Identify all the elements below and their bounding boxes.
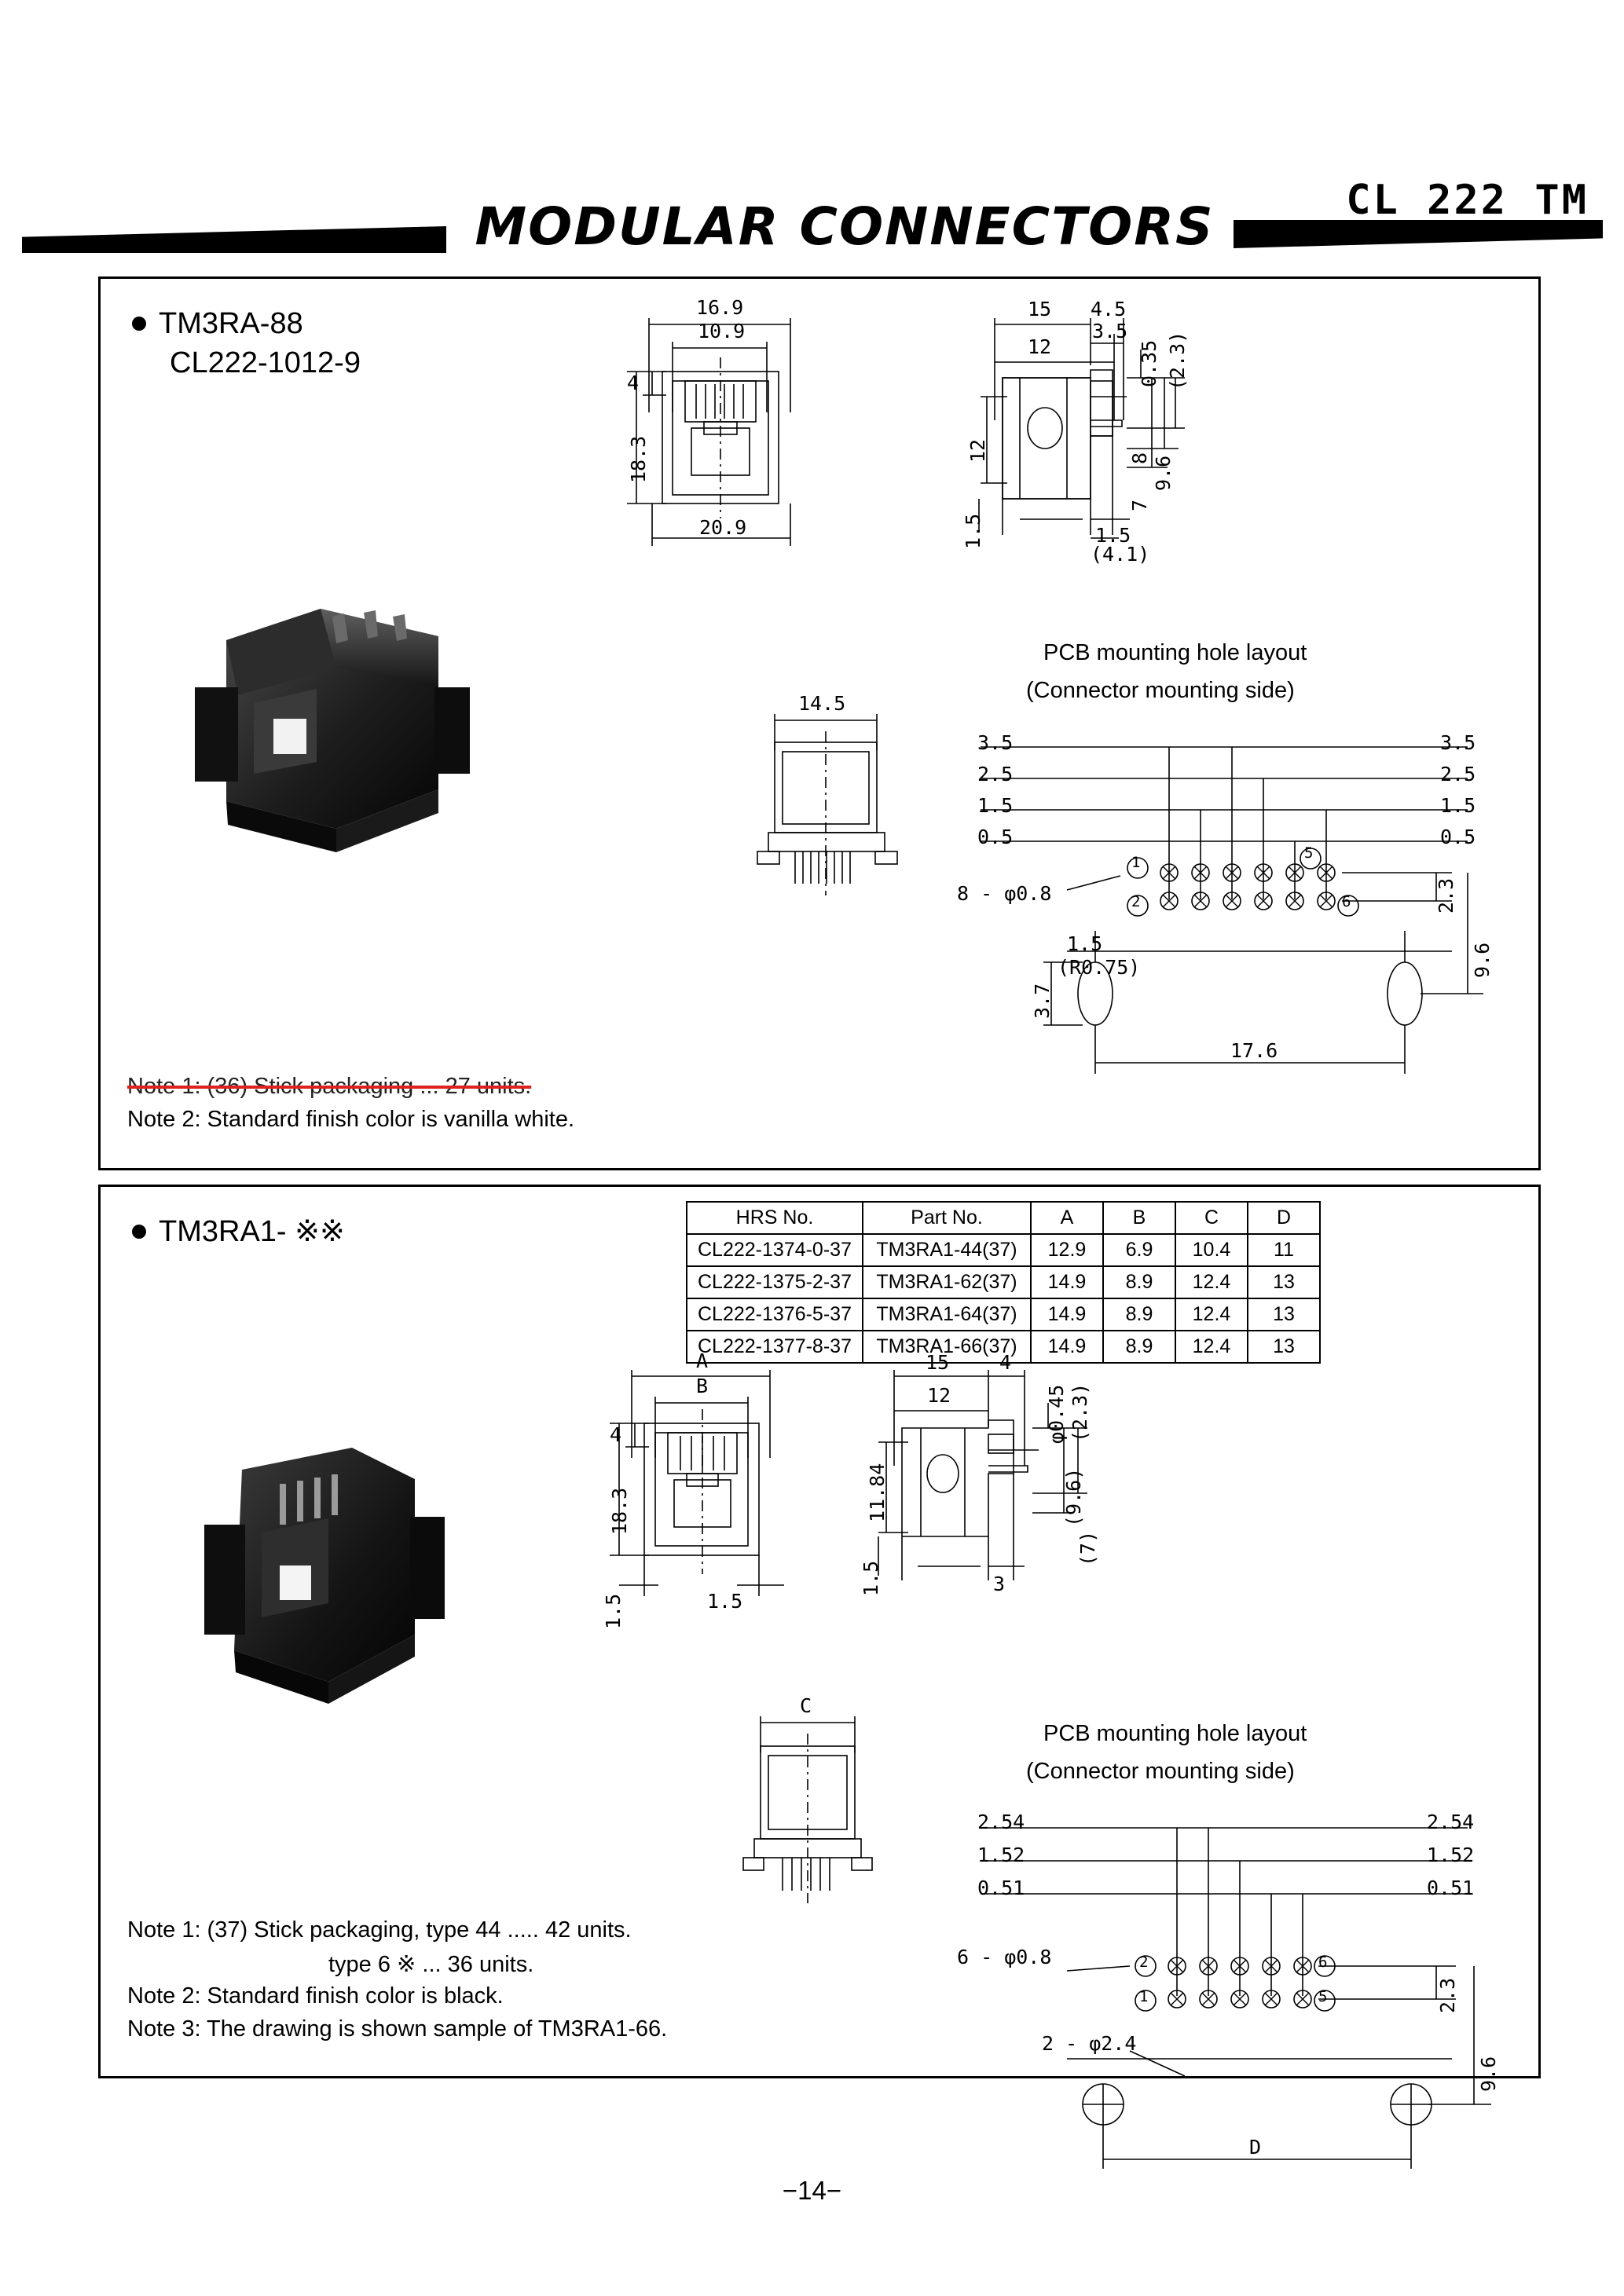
dim-4: 4 <box>627 372 640 394</box>
pcb-caption-1-line2: (Connector mounting side) <box>1026 678 1295 703</box>
pcb1-dim-17-6: 17.6 <box>1230 1039 1278 1062</box>
pcb2-dim-2-3: 2.3 <box>1436 1977 1459 2013</box>
cell-c: 10.4 <box>1175 1234 1248 1266</box>
cell-part: TM3RA1-62(37) <box>863 1266 1031 1298</box>
pcb2-dim-9-6: 9.6 <box>1477 2056 1500 2092</box>
pcb2-left-1-52: 1.52 <box>977 1844 1025 1866</box>
pcb2-hole-spec2: 2 - φ2.4 <box>1042 2032 1137 2055</box>
dim-4-1: (4.1) <box>1091 543 1150 566</box>
bullet-icon <box>132 317 146 331</box>
header-product-code: CL 222 TM <box>1346 177 1589 224</box>
cell-b: 6.9 <box>1103 1234 1175 1266</box>
dim2-4: 4 <box>610 1423 622 1446</box>
dim2-A: A <box>696 1349 709 1372</box>
cell-part: TM3RA1-44(37) <box>863 1234 1031 1266</box>
side-view-drawing-2 <box>860 1351 1153 1678</box>
table-row <box>687 1234 1320 1266</box>
pcb1-right-0-5: 0.5 <box>1440 826 1476 848</box>
dim-18-3: 18.3 <box>627 435 650 483</box>
th-a: A <box>1031 1202 1103 1234</box>
dim-16-9: 16.9 <box>696 296 744 319</box>
header-bar-left <box>22 226 446 253</box>
th-b: B <box>1103 1202 1175 1234</box>
dim-10-9: 10.9 <box>698 320 746 342</box>
dim2-1-5-left: 1.5 <box>602 1593 625 1629</box>
dim2-12: 12 <box>927 1384 951 1407</box>
pcb1-pin-1: 1 <box>1131 854 1141 871</box>
section1-note-2: Note 2: Standard finish color is vanilla white. <box>127 1107 575 1132</box>
cell-a: 14.9 <box>1031 1331 1103 1363</box>
cell-c: 12.4 <box>1175 1266 1248 1298</box>
pcb1-left-0-5: 0.5 <box>977 826 1014 848</box>
pcb1-left-1-5: 1.5 <box>977 794 1014 817</box>
pcb2-pin-1: 1 <box>1139 1988 1149 2005</box>
cell-d: 11 <box>1248 1234 1320 1266</box>
pcb2-right-2-54: 2.54 <box>1427 1811 1475 1833</box>
pcb2-pin-2: 2 <box>1139 1954 1149 1971</box>
cell-hrs: CL222-1374-0-37 <box>687 1234 863 1266</box>
pcb1-right-3-5: 3.5 <box>1440 731 1476 754</box>
page-number: −14− <box>782 2176 842 2205</box>
bottom-view-drawing-2 <box>721 1694 918 1933</box>
pcb2-right-1-52: 1.52 <box>1427 1844 1475 1866</box>
section1-note-1: Note 1: (36) Stick packaging ... 27 units. <box>127 1074 532 1099</box>
cell-a: 12.9 <box>1031 1234 1103 1266</box>
front-view-drawing-2 <box>588 1349 855 1678</box>
th-d: D <box>1248 1202 1320 1234</box>
dim-0-35: 0.35 <box>1138 339 1160 387</box>
dim-1-5-left: 1.5 <box>962 513 984 549</box>
cell-hrs: CL222-1375-2-37 <box>687 1266 863 1298</box>
pcb1-dim-3-7: 3.7 <box>1031 983 1054 1019</box>
th-part-no: Part No. <box>863 1202 1031 1234</box>
side-view-drawing-1 <box>962 298 1263 617</box>
dim-20-9: 20.9 <box>699 516 747 539</box>
pcb1-pin-2: 2 <box>1131 893 1141 910</box>
pcb1-left-3-5: 3.5 <box>977 731 1014 754</box>
pcb-layout-drawing-1 <box>949 719 1515 1111</box>
cell-hrs: CL222-1376-5-37 <box>687 1298 863 1331</box>
pcb1-left-2-5: 2.5 <box>977 763 1014 785</box>
pcb2-dim-D: D <box>1249 2136 1262 2159</box>
dim-9-6: 9.6 <box>1152 455 1175 491</box>
dim2-4b: 4 <box>999 1351 1012 1374</box>
dim2-B: B <box>696 1375 709 1397</box>
pcb1-dim-9-6: 9.6 <box>1471 942 1494 978</box>
cell-c: 12.4 <box>1175 1331 1248 1363</box>
cell-part: TM3RA1-66(37) <box>863 1331 1031 1363</box>
dim2-18-3: 18.3 <box>608 1487 631 1535</box>
pcb1-right-2-5: 2.5 <box>1440 763 1476 785</box>
pcb-layout-drawing-2 <box>949 1800 1515 2192</box>
cell-a: 14.9 <box>1031 1298 1103 1331</box>
section1-title: TM3RA-88 <box>159 307 303 340</box>
th-c: C <box>1175 1202 1248 1234</box>
pcb2-right-0-51: 0.51 <box>1427 1877 1475 1899</box>
pcb1-hole-spec: 8 - φ0.8 <box>957 882 1052 905</box>
dim2-7: (7) <box>1076 1530 1099 1566</box>
section2-note-3: Note 3: The drawing is shown sample of TM3RA1-66. <box>127 2016 668 2041</box>
dim2-phi045: φ0.45 <box>1045 1384 1068 1444</box>
dim-3-5: 3.5 <box>1092 320 1128 342</box>
part-number-table <box>686 1201 1321 1364</box>
pcb1-pin-5: 5 <box>1304 844 1314 862</box>
section1-subtitle: CL222-1012-9 <box>170 346 361 379</box>
dim2-11-84: 11.84 <box>866 1463 889 1522</box>
cell-b: 8.9 <box>1103 1266 1175 1298</box>
th-hrs-no: HRS No. <box>687 1202 863 1234</box>
dim2-3: 3 <box>993 1573 1006 1595</box>
dim-12: 12 <box>1028 335 1052 358</box>
pcb1-right-1-5: 1.5 <box>1440 794 1476 817</box>
cell-d: 13 <box>1248 1298 1320 1331</box>
section2-note-1b: type 6 ※ ... 36 units. <box>328 1952 534 1977</box>
dim2-1-5-right: 1.5 <box>707 1590 743 1613</box>
dim2-15: 15 <box>926 1351 950 1374</box>
pcb1-dim-1-5: 1.5 <box>1067 932 1103 955</box>
table-row <box>687 1266 1320 1298</box>
front-view-drawing-1 <box>603 296 886 617</box>
section2-note-2: Note 2: Standard finish color is black. <box>127 1983 504 2009</box>
pcb2-pin-6: 6 <box>1318 1954 1328 1971</box>
section1-heading <box>132 304 361 383</box>
cell-d: 13 <box>1248 1266 1320 1298</box>
cell-part: TM3RA1-64(37) <box>863 1298 1031 1331</box>
cell-d: 13 <box>1248 1331 1320 1363</box>
page-title: MODULAR CONNECTORS <box>475 196 1215 257</box>
section2-title: TM3RA1- ※※ <box>159 1215 345 1248</box>
cell-b: 8.9 <box>1103 1331 1175 1363</box>
dim-2-3: (2.3) <box>1166 331 1189 390</box>
dim2-1-5: 1.5 <box>860 1560 882 1596</box>
section2-note-1: Note 1: (37) Stick packaging, type 44 ..... 42 units. <box>127 1917 632 1943</box>
pcb2-left-2-54: 2.54 <box>977 1811 1025 1833</box>
cell-hrs: CL222-1377-8-37 <box>687 1331 863 1363</box>
pcb-caption-1-line1: PCB mounting hole layout <box>1043 640 1307 665</box>
bottom-view-drawing-1 <box>737 692 941 923</box>
dim-12-left: 12 <box>966 438 989 463</box>
pcb1-dim-2-3: 2.3 <box>1435 877 1457 914</box>
section-tm3ra1 <box>98 1185 1541 2159</box>
header-bar-right <box>1234 220 1603 248</box>
dim2-C: C <box>800 1694 812 1717</box>
bullet-icon-2 <box>132 1225 146 1239</box>
table-row <box>687 1298 1320 1331</box>
cell-b: 8.9 <box>1103 1298 1175 1331</box>
pcb-caption-2-line1: PCB mounting hole layout <box>1043 1721 1307 1746</box>
table-header-row <box>687 1202 1320 1234</box>
dim-1-5-right: 1.5 <box>1095 524 1131 547</box>
pcb2-pin-5: 5 <box>1318 1988 1328 2005</box>
pcb1-pin-6: 6 <box>1342 893 1351 910</box>
pcb-caption-2-line2: (Connector mounting side) <box>1026 1759 1295 1784</box>
dim-4-5: 4.5 <box>1091 298 1127 320</box>
pcb2-hole-spec: 6 - φ0.8 <box>957 1946 1052 1968</box>
dim-15: 15 <box>1028 298 1052 320</box>
connector-photo-tm3ra-88 <box>179 593 493 876</box>
pcb2-left-0-51: 0.51 <box>977 1877 1025 1899</box>
section2-heading <box>132 1212 345 1251</box>
dim2-2-3: (2.3) <box>1069 1382 1091 1442</box>
section-tm3ra-88 <box>98 276 1541 1170</box>
dim-14-5: 14.5 <box>798 692 846 715</box>
pcb1-dim-r075: (R0.75) <box>1058 956 1141 979</box>
cell-c: 12.4 <box>1175 1298 1248 1331</box>
dim-8: 8 <box>1128 452 1151 464</box>
dim-7: 7 <box>1128 499 1151 511</box>
dim2-9-6: (9.6) <box>1062 1467 1085 1527</box>
cell-a: 14.9 <box>1031 1266 1103 1298</box>
connector-photo-tm3ra1 <box>187 1438 470 1713</box>
